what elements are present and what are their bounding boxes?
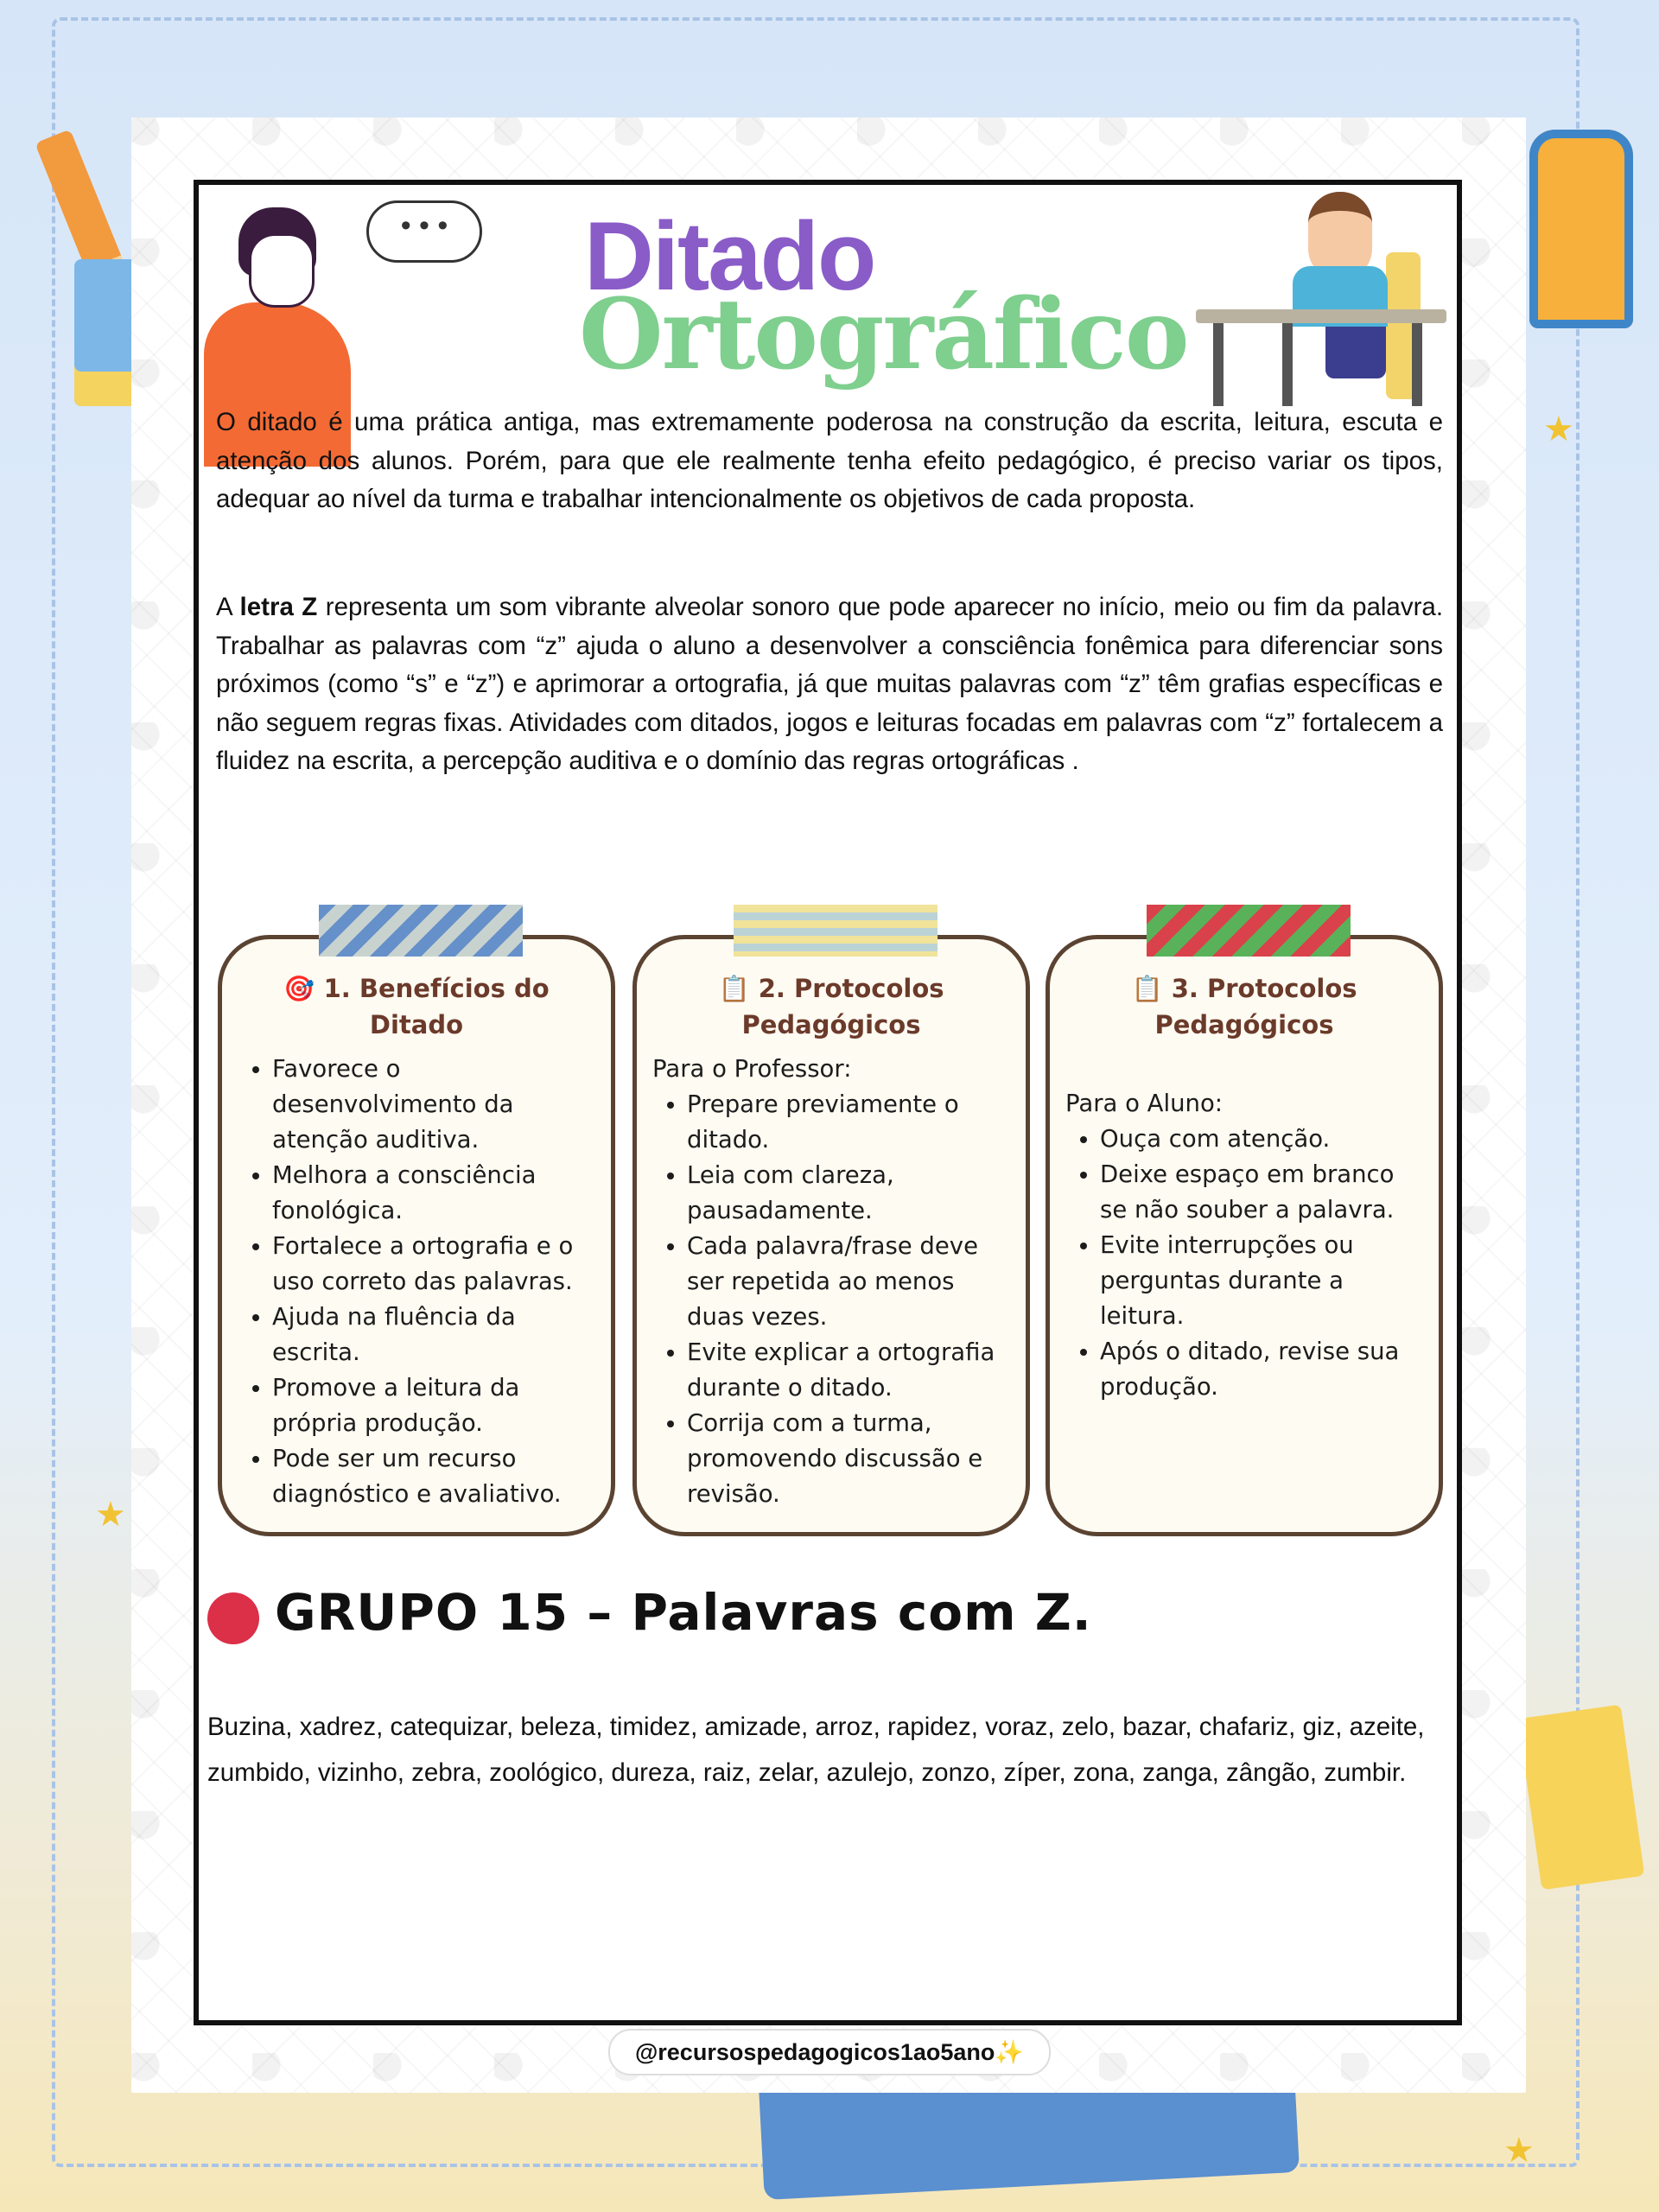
speech-bubble-icon: • • •	[366, 200, 482, 263]
list-item: • Deixe espaço em branco se não souber a palavra.	[1100, 1157, 1423, 1228]
card-title: 📋 3. Protocolos Pedagógicos	[1131, 974, 1357, 1039]
card-subtitle: Para o Professor:	[652, 1055, 852, 1083]
list-item: • Corrija com a turma, promovendo discussão e revisão.	[687, 1406, 1010, 1512]
washi-tape	[319, 905, 523, 957]
social-handle: @recursospedagogicos1ao5ano✨	[608, 2029, 1051, 2075]
list-item: • Leia com clareza, pausadamente.	[687, 1158, 1010, 1229]
list-item: • Ouça com atenção.	[1100, 1122, 1423, 1157]
star-icon: ★	[95, 1496, 126, 1534]
clipboard-icon: 📋	[718, 974, 750, 1003]
card-title: 📋 2. Protocolos Pedagógicos	[718, 974, 944, 1039]
title-ditado: Ditado	[584, 202, 875, 310]
word-list: Buzina, xadrez, catequizar, beleza, timidez, amizade, arroz, rapidez, voraz, zelo, bazar, chafariz, giz, azeite, zumbido, vizinho, zebra, zoológico, dureza, raiz, zelar, azulejo, zonzo, zíper, zona, zanga, zângão, zumbir.	[207, 1713, 1425, 1787]
group-title: GRUPO 15 – Palavras com Z.	[275, 1583, 1092, 1642]
student-at-desk-illustration	[1196, 192, 1446, 408]
intro-paragraph: O ditado é uma prática antiga, mas extremamente poderosa na construção da escrita, leitura, escuta e atenção dos alunos. Porém, para que ele realmente tenha efeito pedagógico, é preciso variar os tipos, adequar ao nível da turma e trabalhar intencionalmente os objetivos de cada proposta.	[216, 408, 1443, 513]
list-item: • Evite explicar a ortografia durante o ditado.	[687, 1335, 1010, 1406]
list-item: • Prepare previamente o ditado.	[687, 1087, 1010, 1158]
list-item: • Cada palavra/frase deve ser repetida ao menos duas vezes.	[687, 1229, 1010, 1335]
card-beneficios	[218, 935, 615, 1536]
card-protocolos-aluno	[1046, 935, 1443, 1536]
card-title: 🎯 1. Benefícios do Ditado	[283, 974, 550, 1039]
star-icon: ★	[1503, 2132, 1535, 2170]
card-subtitle: Para o Aluno:	[1065, 1090, 1224, 1117]
clipboard-icon: 📋	[1131, 974, 1163, 1003]
list-item: • Promove a leitura da própria produção.	[272, 1370, 595, 1441]
target-icon: 🎯	[283, 974, 315, 1003]
star-icon: ★	[1543, 410, 1574, 448]
letter-z-bold: letra Z	[239, 593, 318, 621]
title-ortografico: Ortográfico	[579, 278, 1188, 391]
letter-z-paragraph: A letra Z representa um som vibrante alveolar sonoro que pode aparecer no início, meio ou fim da palavra. Trabalhar as palavras com “z” ajuda o aluno a desenvolver a consciência fonêmica para diferenciar sons próximos (como “s” e “z”) e aprimorar a ortografia, já que muitas palavras com “z” têm grafias específicas e não seguem regras fixas. Atividades com ditados, jogos e leituras focadas em palavras com “z” fortalecem a fluidez na escrita, a percepção auditiva e o domínio das regras ortográficas .	[216, 593, 1444, 775]
list-item: • Pode ser um recurso diagnóstico e avaliativo.	[272, 1441, 595, 1512]
list-item: • Após o ditado, revise sua produção.	[1100, 1334, 1423, 1405]
list-item: • Favorece o desenvolvimento da atenção auditiva.	[272, 1052, 595, 1158]
washi-tape	[734, 905, 938, 957]
backpack-icon	[1529, 130, 1633, 328]
card-protocolos-professor	[632, 935, 1030, 1536]
list-item: • Fortalece a ortografia e o uso correto das palavras.	[272, 1229, 595, 1300]
list-item: • Ajuda na fluência da escrita.	[272, 1300, 595, 1370]
list-item: • Evite interrupções ou perguntas durante a leitura.	[1100, 1228, 1423, 1334]
list-item: • Melhora a consciência fonológica.	[272, 1158, 595, 1229]
washi-tape	[1147, 905, 1351, 957]
red-dot-icon	[207, 1592, 259, 1644]
